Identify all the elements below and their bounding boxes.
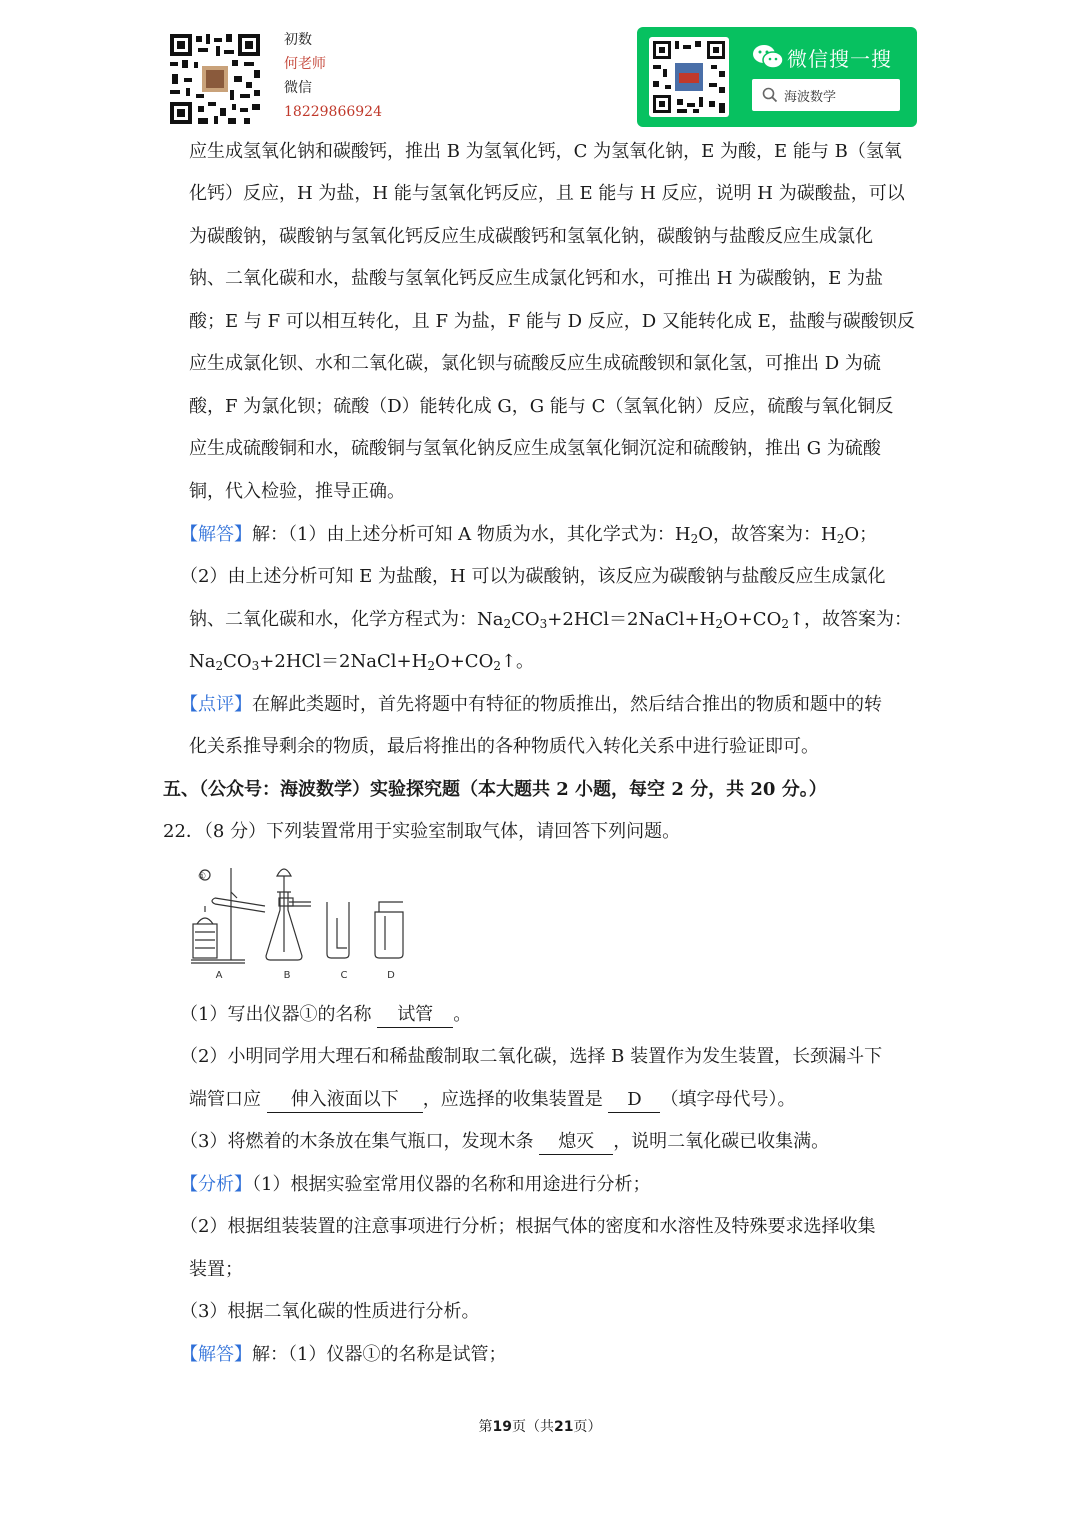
q22-answer-3: 熄灭 — [539, 1130, 613, 1155]
analysis-paragraph-line: 钠、二氧化碳和水，盐酸与氢氧化钙反应生成氯化钙和水，可推出 H 为碳酸钠，E 为盐 — [189, 268, 883, 289]
question-22-stem: 22．（8 分）下列装置常用于实验室制取气体，请回答下列问题。 — [163, 821, 681, 842]
analysis-paragraph-line: 为碳酸钠，碳酸钠与氢氧化钙反应生成碳酸钙和氢氧化钠，碳酸钠与盐酸反应生成氯化 — [189, 226, 873, 247]
analysis-paragraph-line: 铜，代入检验，推导正确。 — [189, 481, 405, 502]
answer-tag: 【解答】 — [180, 1344, 252, 1365]
analysis-line-3: 装置； — [189, 1259, 243, 1280]
answer-1-line-2: （2）由上述分析可知 E 为盐酸，H 可以为碳酸钠，该反应为碳酸钠与盐酸反应生成氯化 — [180, 566, 886, 587]
qr-code-icon — [168, 32, 262, 126]
answer-2-line-1: 【解答】解：（1）仪器①的名称是试管； — [180, 1344, 507, 1365]
q22-part-1: （1）写出仪器①的名称 试管 。 — [180, 994, 910, 1036]
section-5-heading: 五、（公众号：海波数学）实验探究题（本大题共 2 小题，每空 2 分，共 20 分。） — [163, 779, 827, 800]
contact-phone: 18229866924 — [284, 104, 382, 120]
lab-apparatus-figure — [185, 862, 415, 984]
wechat-search-badge[interactable] — [637, 27, 917, 127]
analysis-paragraph-line: 应生成硫酸铜和水，硫酸铜与氢氧化钠反应生成氢氧化铜沉淀和硫酸钠，推出 G 为硫酸 — [189, 438, 881, 459]
analysis-tag: 【分析】 — [180, 1174, 252, 1195]
page-total: 21 — [554, 1419, 574, 1435]
answer-tag: 【解答】 — [180, 524, 252, 545]
answer-1-line-1: 【解答】解：（1）由上述分析可知 A 物质为水，其化学式为：$H_2O$，故答案为：$H_2O$； — [180, 524, 878, 546]
page-number: 19 — [492, 1419, 512, 1435]
analysis-paragraph-line: 应生成氢氧化钠和碳酸钙，推出 B 为氢氧化钙，C 为氢氧化钠，E 为酸，E 能与 B（氢氧 — [189, 141, 902, 162]
q22-part-2-line-1: （2）小明同学用大理石和稀盐酸制取二氧化碳，选择 B 装置作为发生装置，长颈漏斗下 — [180, 1046, 883, 1067]
teacher-qr-code — [168, 32, 262, 126]
q22-answer-2b: D — [608, 1088, 660, 1113]
analysis-paragraph-line: 应生成氯化钡、水和二氧化碳，氯化钡与硫酸反应生成硫酸钡和氯化氢，可推出 D 为硫 — [189, 353, 881, 374]
wechat-qr-code — [649, 37, 729, 117]
figure-label-a: A — [215, 970, 223, 981]
contact-info — [284, 28, 382, 124]
circle-one-label: ① — [197, 872, 207, 882]
answer-1-line-3: 钠、二氧化碳和水，化学方程式为：$Na_2CO_3+2HCl=2NaCl+H_2O+CO_2↑$，故答案为： — [189, 609, 913, 631]
q22-answer-2a: 伸入液面以下 — [267, 1088, 423, 1113]
contact-line-1: 初数 — [284, 32, 312, 48]
figure-label-d: D — [387, 970, 395, 981]
analysis-paragraph-line: 酸；E 与 F 可以相互转化，且 F 为盐，F 能与 D 反应，D 又能转化成 E，盐酸与碳酸钡反 — [189, 311, 915, 332]
q22-part-3: （3）将燃着的木条放在集气瓶口，发现木条 熄灭 ，说明二氧化碳已收集满。 — [180, 1121, 910, 1163]
page-footer: 第19页（共21页） — [478, 1419, 602, 1435]
wechat-search-text: 海波数学 — [784, 90, 837, 105]
comment-line-1: 【点评】在解此类题时，首先将题中有特征的物质推出，然后结合推出的物质和题中的转 — [180, 694, 882, 715]
analysis-line-4: （3）根据二氧化碳的性质进行分析。 — [180, 1301, 480, 1322]
figure-label-c: C — [340, 970, 348, 981]
comment-line-2: 化关系推导剩余的物质，最后将推出的各种物质代入转化关系中进行验证即可。 — [189, 736, 819, 757]
contact-teacher-name: 何老师 — [284, 56, 326, 72]
analysis-line-2: （2）根据组装装置的注意事项进行分析；根据气体的密度和水溶性及特殊要求选择收集 — [180, 1216, 876, 1237]
contact-line-3: 微信 — [284, 80, 312, 96]
wechat-logo-icon — [752, 43, 784, 71]
q22-part-2-line-2: 端管口应 伸入液面以下 ，应选择的收集装置是 D （填字母代号）。 — [189, 1079, 919, 1121]
analysis-paragraph-line: 化钙）反应，H 为盐，H 能与氢氧化钙反应，且 E 能与 H 反应，说明 H 为碳酸盐，可以 — [189, 183, 905, 204]
wechat-search-box[interactable] — [752, 79, 900, 111]
lab-apparatus-icon — [185, 862, 415, 984]
analysis-paragraph-line: 酸，F 为氯化钡；硫酸（D）能转化成 G，G 能与 C（氢氧化钠）反应，硫酸与氧化铜反 — [189, 396, 894, 417]
qr-code-icon — [649, 37, 729, 117]
analysis-line-1: 【分析】（1）根据实验室常用仪器的名称和用途进行分析； — [180, 1174, 651, 1195]
q22-answer-1: 试管 — [377, 1003, 453, 1028]
wechat-search-title: 微信搜一搜 — [787, 47, 892, 71]
search-icon — [762, 87, 778, 103]
comment-tag: 【点评】 — [180, 694, 252, 715]
answer-1-line-4: $Na_2CO_3+2HCl=2NaCl+H_2O+CO_2↑$。 — [189, 651, 535, 673]
figure-label-b: B — [283, 970, 291, 981]
